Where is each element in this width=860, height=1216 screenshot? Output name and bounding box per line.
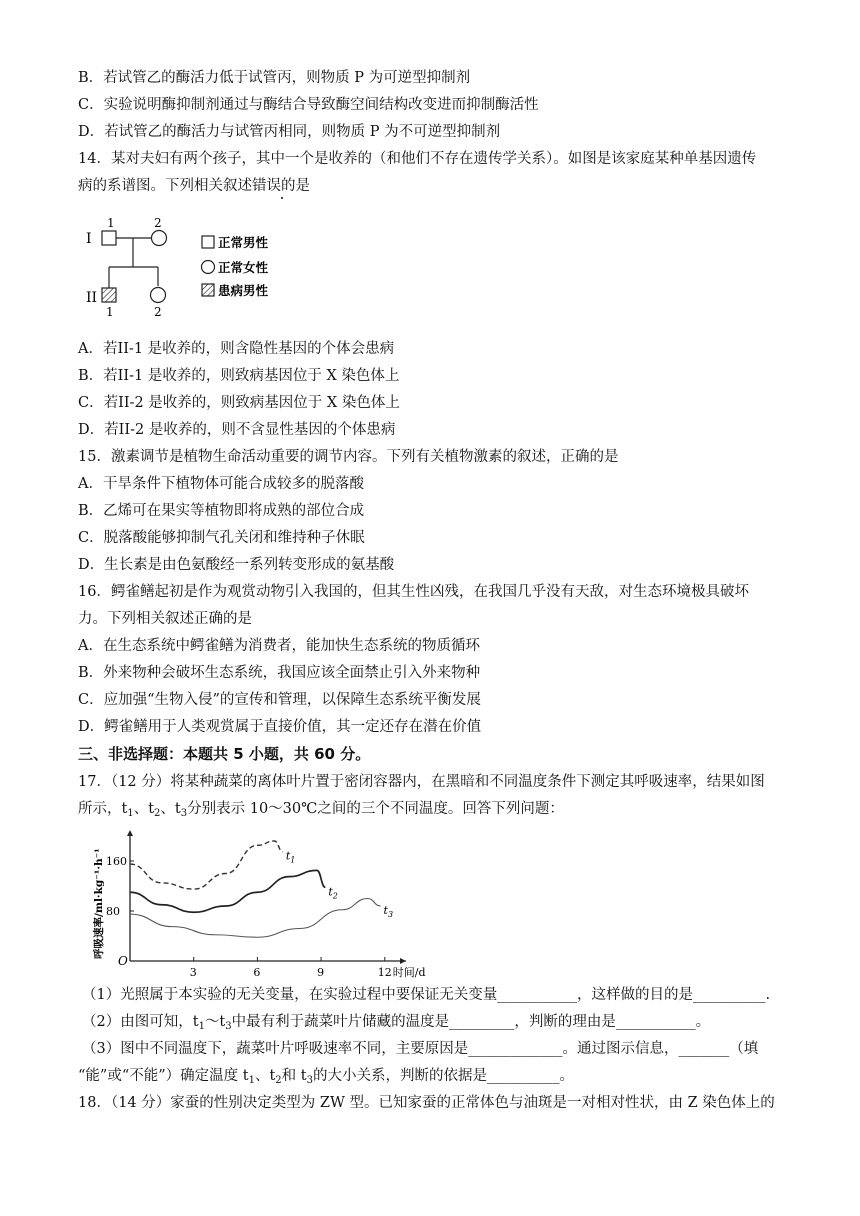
q17-part-3-line1: （3）图中不同温度下，蔬菜叶片呼吸速率不同，主要原因是_____________。通过图示信息，_______（填 [82, 1041, 759, 1057]
y-axis-arrow [127, 830, 133, 836]
legend-male-icon [202, 236, 214, 248]
ii1-affected-male [102, 288, 116, 302]
i2-normal-female [152, 231, 167, 246]
q15-option-b: B．乙烯可在果实等植物即将成熟的部位合成 [78, 503, 365, 519]
q14-stem-line1: 14．某对夫妇有两个孩子，其中一个是收养的（和他们不存在遗传学关系）。如图是该家庭某种单基因遗传 [78, 151, 757, 167]
q16-stem-line2: 力。下列相关叙述正确的是 [78, 611, 252, 627]
q16-option-d: D．鳄雀鳝用于人类观赏属于直接价值，其一定还存在潜在价值 [78, 719, 482, 735]
x-tick-label: 12 [377, 966, 392, 978]
q13-option-b: B．若试管乙的酶活力低于试管丙，则物质 P 为可逆型抑制剂 [78, 70, 471, 86]
q14-option-b: B．若II-1 是收养的，则致病基因位于 X 染色体上 [78, 368, 400, 384]
series-t3-label: $t_3$ [383, 904, 394, 919]
q14-option-d: D．若II-2 是收养的，则不含显性基因的个体患病 [78, 422, 396, 438]
series-t3-line [130, 899, 381, 938]
q15-option-c: C．脱落酸能够抑制气孔关闭和维持种子休眠 [78, 530, 365, 546]
origin-label: O [118, 954, 128, 968]
q16-option-b: B．外来物种会破坏生态系统，我国应该全面禁止引入外来物种 [78, 665, 481, 681]
q15-option-d: D．生长素是由色氨酸经一系列转变形成的氨基酸 [78, 557, 395, 573]
q16-stem-line1: 16．鳄雀鳝起初是作为观赏动物引入我国的，但其生性凶残，在我国几乎没有天敌，对生态环境极具破坏 [78, 584, 749, 600]
series-t1-line [130, 841, 283, 889]
ii2-normal-female [151, 288, 166, 303]
generation-2-label: II [86, 290, 98, 306]
x-axis-arrow [400, 958, 406, 964]
q17-part-3-line2: “能”或“不能”）确定温度 $t_1$、$t_2$和 $t_3$的大小关系，判断的依据是__________。 [78, 1068, 574, 1086]
q17-part-1: （1）光照属于本实验的无关变量，在实验过程中要保证无关变量___________，这样做的目的是__________. [82, 987, 771, 1003]
q17-stem-line2: 所示，$t_1$、$t_2$、$t_3$分别表示 10～30℃之间的三个不同温度。回答下列问题： [78, 801, 564, 819]
i1-number: 1 [107, 216, 115, 230]
y-axis-label: 呼吸速率/ml·kg⁻¹·h⁻¹ [93, 848, 105, 959]
legend-normal-male: 正常男性 [218, 235, 269, 250]
q15-stem: 15．激素调节是植物生命活动重要的调节内容。下列有关植物激素的叙述，正确的是 [78, 449, 619, 465]
pedigree-figure [78, 210, 298, 320]
ii1-number: 1 [106, 305, 114, 319]
q14-stem-line2: 病的系谱图。下列相关叙述错误的是 [78, 178, 310, 194]
x-axis-label: 时间/d [392, 966, 426, 978]
legend-affected-icon [202, 284, 214, 296]
series-t2-label: $t_2$ [328, 885, 338, 901]
q16-option-a: A．在生态系统中鳄雀鳝为消费者，能加快生态系统的物质循环 [78, 638, 480, 654]
legend-affected-male: 患病男性 [218, 283, 269, 298]
legend-normal-female: 正常女性 [218, 260, 269, 275]
section-3-heading: 三、非选择题：本题共 5 小题，共 60 分。 [78, 745, 371, 763]
q14-option-c: C．若II-2 是收养的，则致病基因位于 X 染色体上 [78, 395, 400, 411]
emphasis-dot [281, 197, 283, 199]
q15-option-a: A．干旱条件下植物体可能合成较多的脱落酸 [78, 476, 364, 492]
respiration-chart [88, 828, 448, 978]
y-tick-label: 80 [106, 905, 120, 918]
q16-option-c: C．应加强“生物入侵”的宣传和管理，以保障生态系统平衡发展 [78, 692, 481, 708]
series-t2-line [130, 870, 325, 912]
generation-1-label: I [86, 231, 92, 247]
y-tick-label: 160 [106, 855, 127, 868]
x-tick-label: 3 [189, 966, 197, 978]
x-tick-label: 6 [253, 966, 261, 978]
q13-option-d: D．若试管乙的酶活力与试管丙相同，则物质 P 为不可逆型抑制剂 [78, 124, 501, 140]
series-t1-label: $t_1$ [285, 849, 296, 865]
q18-stem-line1: 18．（14 分）家蚕的性别决定类型为 ZW 型。已知家蚕的正常体色与油斑是一对相对性状，由 Z 染色体上的 [78, 1095, 775, 1111]
q14-option-a: A．若II-1 是收养的，则含隐性基因的个体会患病 [78, 341, 395, 357]
i1-normal-male [102, 231, 116, 245]
q17-stem-line1: 17．（12 分）将某种蔬菜的离体叶片置于密闭容器内，在黑暗和不同温度条件下测定其呼吸速率，结果如图 [78, 774, 765, 790]
ii2-number: 2 [154, 305, 162, 319]
i2-number: 2 [154, 216, 162, 230]
legend-female-icon [202, 261, 215, 274]
q17-part-2: （2）由图可知，$t_1\sim t_3$中最有利于蔬菜叶片储藏的温度是_________，判断的理由是___________。 [82, 1014, 711, 1032]
x-tick-label: 9 [317, 966, 325, 978]
q13-option-c: C．实验说明酶抑制剂通过与酶结合导致酶空间结构改变进而抑制酶活性 [78, 97, 539, 113]
